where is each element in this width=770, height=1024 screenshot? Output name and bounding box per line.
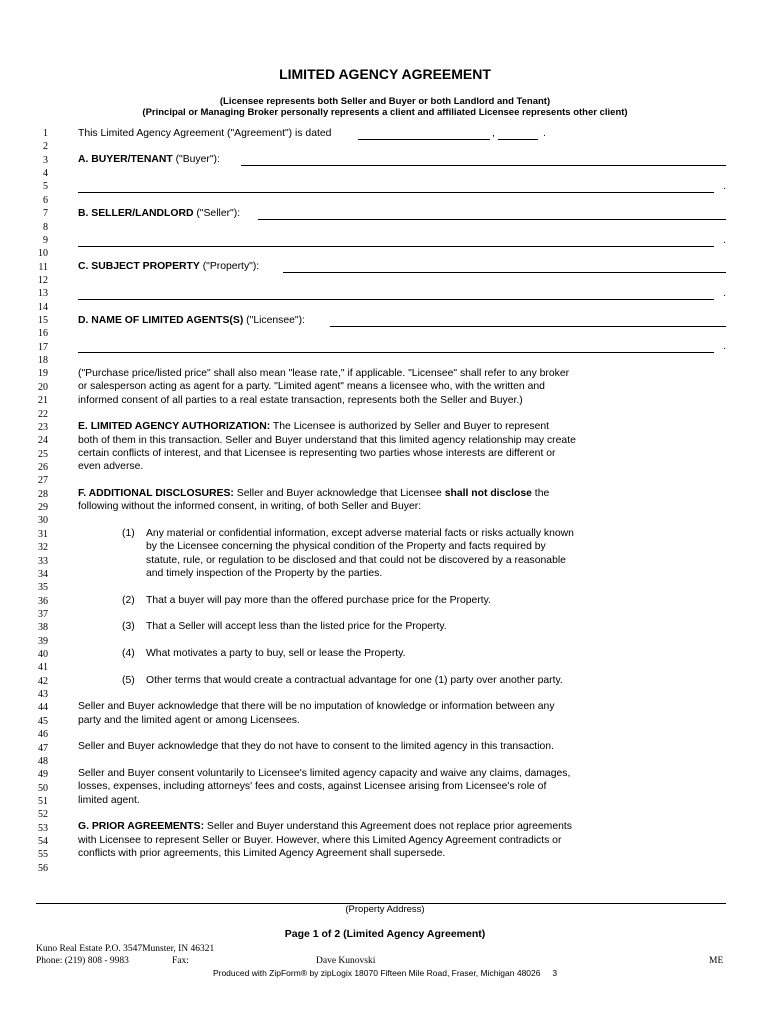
disclosure-item: [122, 594, 726, 607]
prior-agreements-text: Seller and Buyer understand this Agreement does not replace prior agreements: [204, 821, 572, 832]
seller-field-2[interactable]: [78, 235, 714, 247]
property-suffix: ("Property"):: [199, 261, 260, 272]
item-text: What motivates a party to buy, sell or lease the Property.: [146, 648, 406, 659]
line-number: 1: [43, 128, 48, 139]
line-number: 11: [38, 261, 48, 273]
line-number: 26: [38, 462, 48, 473]
line-number: 18: [38, 355, 48, 367]
line-number: 8: [43, 221, 48, 233]
line-number: 28: [38, 488, 48, 500]
line-number: 53: [38, 822, 48, 834]
line-number: 4: [43, 168, 48, 180]
line-number: 32: [38, 542, 48, 554]
line-number: 27: [38, 475, 48, 487]
disclosure-item: [122, 674, 726, 687]
disclosure-item: [122, 527, 726, 540]
item-number: (2): [122, 595, 135, 606]
property-address-label: (Property Address): [345, 904, 425, 915]
line-number: 12: [38, 274, 48, 286]
agents-field[interactable]: [330, 315, 726, 327]
buyer-line-2: [78, 180, 726, 194]
item-text: and timely inspection of the Property by the parties.: [146, 568, 383, 579]
authorization-text: both of them in this transaction. Seller and Buyer understand that this limited agency relationship may create: [78, 435, 576, 446]
year-field[interactable]: [498, 128, 538, 140]
item-text: Any material or confidential information, except adverse material facts or risks actually known: [146, 528, 574, 539]
authorization-text: The Licensee is authorized by Seller and Buyer to represent: [270, 421, 550, 432]
line-number: 5: [43, 181, 48, 193]
waiver-text: Seller and Buyer consent voluntarily to Licensee's limited agency capacity and waive any claims, damages,: [78, 768, 571, 779]
line-number: 37: [38, 608, 48, 620]
line-number: 16: [38, 328, 48, 340]
line-number: 21: [38, 395, 48, 407]
line-number: 25: [38, 448, 48, 460]
line-number: 52: [38, 809, 48, 821]
line-number: 49: [38, 769, 48, 781]
line-number: 13: [38, 288, 48, 300]
line-number: 45: [38, 715, 48, 727]
line-number: 56: [38, 862, 48, 874]
line-number: 46: [38, 729, 48, 741]
item-number: (5): [122, 675, 135, 686]
line-number: 30: [38, 515, 48, 527]
line-number: 34: [38, 568, 48, 580]
prior-agreements-text: conflicts with prior agreements, this Limited Agency Agreement shall supersede.: [78, 848, 446, 859]
line-number: 2: [43, 141, 48, 153]
line-number: 47: [38, 742, 48, 754]
line-number: 23: [38, 421, 48, 433]
line-number: 17: [38, 341, 48, 353]
line-number: 50: [38, 782, 48, 794]
item-number: (3): [122, 621, 135, 632]
line-number: 40: [38, 649, 48, 661]
prior-agreements-text: with Licensee to represent Seller or Buyer. However, where this Limited Agency Agreement contradicts or: [78, 835, 562, 846]
dated-line: [78, 127, 726, 141]
buyer-field-2[interactable]: [78, 181, 714, 193]
line-number: 3: [43, 154, 48, 166]
line-number: 29: [38, 502, 48, 514]
line-number: 15: [38, 315, 48, 327]
document-subtitle: (Licensee represents both Seller and Buyer or both Landlord and Tenant): [219, 96, 551, 107]
item-text: That a buyer will pay more than the offered purchase price for the Property.: [146, 595, 491, 606]
property-label: C. SUBJECT PROPERTY: [78, 261, 200, 272]
line-number: 9: [43, 234, 48, 246]
waiver-text: losses, expenses, including attorneys' fees and costs, against Licensee arising from Licensee's role of: [78, 781, 547, 792]
phone-info: Phone: (219) 808 - 9983: [36, 956, 129, 966]
document-subtitle-2: (Principal or Managing Broker personally represents a client and affiliated Licensee represents other client): [142, 107, 628, 118]
item-text: Other terms that would create a contractual advantage for one (1) party over another party.: [146, 675, 563, 686]
disclosure-item: [122, 647, 726, 660]
imputation-text: Seller and Buyer acknowledge that there will be no imputation of knowledge or information between any: [78, 701, 555, 712]
line-number: 10: [38, 248, 48, 260]
property-period: .: [723, 288, 726, 299]
definition-text: or salesperson acting as agent for a party. "Limited agent" means a licensee who, with the written and: [78, 381, 545, 392]
date-field[interactable]: [358, 128, 490, 140]
waiver-text: limited agent.: [78, 795, 140, 806]
line-number: 33: [38, 555, 48, 567]
date-period: .: [543, 128, 546, 139]
produced-with: [0, 968, 770, 978]
disclosures-text-end: the: [531, 488, 550, 499]
line-number: 48: [38, 755, 48, 767]
line-number: 14: [38, 301, 48, 313]
item-text: statute, rule, or regulation to be disclosed and that could not be discovered by a reasonable: [146, 555, 566, 566]
item-text: by the Licensee concerning the physical condition of the Property and facts required by: [146, 541, 546, 552]
prior-agreements-label: G. PRIOR AGREEMENTS:: [78, 821, 205, 832]
seller-line: [78, 207, 726, 221]
line-number: 41: [38, 662, 48, 674]
document-title: LIMITED AGENCY AGREEMENT: [279, 66, 491, 82]
imputation-text: party and the limited agent or among Licensees.: [78, 715, 300, 726]
item-number: (1): [122, 528, 135, 539]
line-number: 51: [38, 796, 48, 807]
definition-text: ("Purchase price/listed price" shall also mean "lease rate," if applicable. "Licensee" shall refer to any broker: [78, 368, 570, 379]
line-number: 19: [38, 368, 48, 380]
prior-agreements-line: [78, 820, 726, 834]
line-number: 22: [38, 408, 48, 420]
company-info: Kuno Real Estate P.O. 3547Munster, IN 46321: [36, 944, 215, 954]
dated-intro: This Limited Agency Agreement ("Agreement") is dated: [78, 128, 332, 139]
buyer-suffix: ("Buyer"):: [172, 154, 220, 165]
line-number: 42: [38, 675, 48, 687]
line-number: 44: [38, 702, 48, 714]
definition-text: informed consent of all parties to a real estate transaction, represents both the Seller and Buyer.): [78, 395, 523, 406]
line-number: 35: [38, 582, 48, 594]
authorization-line: [78, 420, 726, 434]
line-number: 7: [43, 208, 48, 220]
line-number: 20: [38, 381, 48, 393]
agents-line: [78, 314, 726, 328]
disclosures-emphasis: shall not disclose: [444, 488, 532, 499]
item-text: That a Seller will accept less than the listed price for the Property.: [146, 621, 447, 632]
property-line: [78, 260, 726, 274]
agents-period: .: [723, 341, 726, 352]
line-number: 55: [38, 849, 48, 861]
fax-info: Fax:: [172, 956, 189, 966]
property-field[interactable]: [283, 261, 726, 273]
agents-suffix: ("Licensee"):: [243, 315, 305, 326]
disclosures-text: following without the informed consent, in writing, of both Seller and Buyer:: [78, 501, 422, 512]
produced-number: 3: [552, 968, 558, 978]
seller-suffix: ("Seller"):: [193, 208, 241, 219]
line-number: 39: [38, 635, 48, 647]
buyer-line: [78, 153, 726, 167]
seller-line-2: [78, 234, 726, 248]
agents-line-2: [78, 340, 726, 354]
line-number: 43: [38, 689, 48, 701]
buyer-label: A. BUYER/TENANT: [78, 154, 173, 165]
property-field-2[interactable]: [78, 288, 714, 300]
item-number: (4): [122, 648, 135, 659]
authorization-label: E. LIMITED AGENCY AUTHORIZATION:: [78, 421, 271, 432]
disclosures-line: [78, 487, 726, 501]
property-line-2: [78, 287, 726, 301]
disclosures-label: F. ADDITIONAL DISCLOSURES:: [78, 488, 234, 499]
buyer-field[interactable]: [241, 154, 726, 166]
buyer-period: .: [723, 181, 726, 192]
line-number: 54: [38, 836, 48, 848]
disclosures-text: Seller and Buyer acknowledge that Licensee: [233, 488, 445, 499]
line-number: 31: [38, 528, 48, 540]
state-code: ME: [709, 956, 724, 966]
authorization-text: even adverse.: [78, 461, 144, 472]
consent-text: Seller and Buyer acknowledge that they do not have to consent to the limited agency in this transaction.: [78, 741, 554, 752]
seller-period: .: [723, 235, 726, 246]
seller-field[interactable]: [258, 208, 726, 220]
agents-label: D. NAME OF LIMITED AGENTS(S): [78, 315, 244, 326]
line-number: 36: [38, 595, 48, 607]
line-number: 6: [43, 194, 48, 206]
authorization-text: certain conflicts of interest, and that Licensee is representing two parties whose interests are different or: [78, 448, 556, 459]
seller-label: B. SELLER/LANDLORD: [78, 208, 194, 219]
disclosure-item: [122, 620, 726, 633]
page-label: Page 1 of 2 (Limited Agency Agreement): [284, 928, 486, 940]
date-comma: ,: [492, 128, 495, 139]
produced-text: Produced with ZipForm® by zipLogix 18070 Fifteen Mile Road, Fraser, Michigan 48026: [212, 968, 541, 978]
line-number: 24: [38, 435, 48, 447]
agent-name: Dave Kunovski: [316, 956, 376, 966]
agents-field-2[interactable]: [78, 341, 714, 353]
line-number: 38: [38, 622, 48, 634]
